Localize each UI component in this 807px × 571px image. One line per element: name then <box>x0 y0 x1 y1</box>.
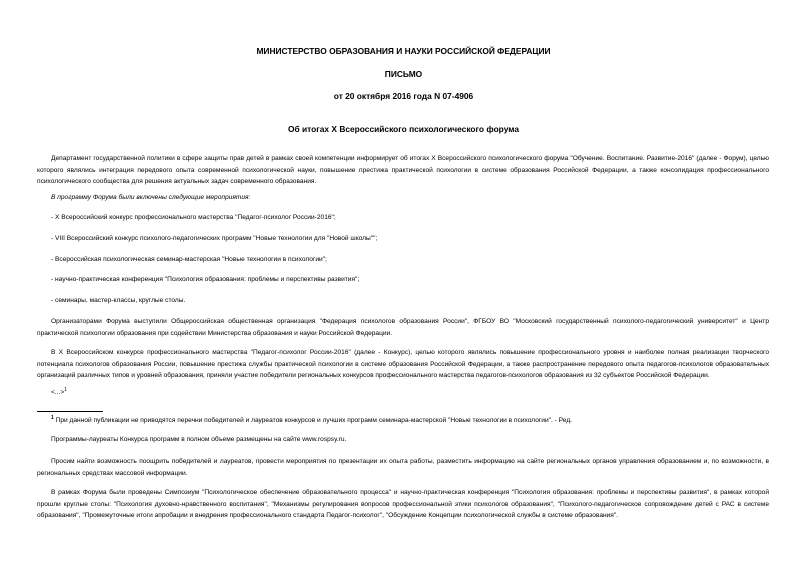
program-item-1: - X Всероссийский конкурс профессионального мастерства "Педагог-психолог России-2016"; <box>51 214 336 221</box>
paragraph-programs: Программы-лауреаты Конкурса программ в полном объеме размещены на сайте www.rospsy.ru. <box>51 436 347 443</box>
paragraph-contest: В X Всероссийском конкурсе профессионального мастерства "Педагог-психолог России-2016" (далее - Конкурс), целью которого являлись повышение профессионального уровня и наиболее полная реализации творческого потенциала психологов образования России, повышение престижа службы практической психологии в системе образования Российской Федерации, а также распространение передового опыта педагогов-психологов образовательных организаций различных типов и уровней образования, приняли участие победители региональных конкурсов профессионального мастерства педагогов-психологов образования из 32 субъектов Российской Федерации. <box>37 349 769 380</box>
program-item-4: - научно-практическая конференция "Психология образования: проблемы и перспективы развития"; <box>51 276 360 283</box>
omission-text: <...> <box>51 389 65 397</box>
program-intro: В программу Форума были включены следующие мероприятия: <box>51 194 251 201</box>
program-item-3: - Всероссийская психологическая семинар-мастерская "Новые технологии в психологии"; <box>51 256 327 263</box>
paragraph-symposium: В рамках Форума были проведены Симпозиум "Психологическое обеспечение образовательного процесса" и научно-практическая конференция "Психология образования: проблемы и перспективы развития", в рамках которой прошли круглые столы: "Психология духовно-нравственного воспитания", "Механизмы регулирования вопросов профессиональной этики психологов образования", "Психолого-педагогическое сопровождение детей с РАС в системе образования", "Промежуточные итоги апробации и внедрения профессионального стандарта Педагог-психолог", "Обсуждение Концепции психологической службы в системе образования". <box>37 489 769 520</box>
paragraph-intro: Департамент государственной политики в сфере защиты прав детей в рамках своей компетенции информирует об итогах X Всероссийского психологического форума "Обучение. Воспитание. Развитие-2016" (далее - Форум), целью которого являлись интеграция передового опыта современной психологической науки, повышение престижа практической психологии в системе образования Российской Федерации, а также консолидация профессионального психологического сообщества для решения актуальных задач современного образования. <box>37 155 769 186</box>
footnote <box>51 415 572 424</box>
document-subject: Об итогах X Всероссийского психологического форума <box>288 124 519 134</box>
footnote-number: 1 <box>51 415 54 421</box>
program-item-5: - семинары, мастер-классы, круглые столы. <box>51 297 186 304</box>
program-item-2: - VIII Всероссийский конкурс психолого-педагогических программ "Новые технологии для "Новой школы""; <box>51 235 378 242</box>
omission-footnote-ref: 1 <box>64 387 67 393</box>
omission-mark <box>51 387 67 396</box>
document-type: ПИСЬМО <box>384 69 423 79</box>
footnote-divider <box>37 411 103 412</box>
document-date-number: от 20 октября 2016 года N 07-4906 <box>333 91 474 101</box>
paragraph-request: Просим найти возможность поощрить победителей и лауреатов, провести мероприятия по презентации их опыта работы, разместить информацию на сайте региональных органов управления образованием и, по возможности, в региональных средствах массовой информации. <box>37 458 769 477</box>
ministry-heading: МИНИСТЕРСТВО ОБРАЗОВАНИЯ И НАУКИ РОССИЙСКОЙ ФЕДЕРАЦИИ <box>256 46 551 56</box>
paragraph-organizers: Организаторами Форума выступили Общероссийская общественная организация "Федерация психологов образования России", ФГБОУ ВО "Московский государственный психолого-педагогический университет" и Центр практической психологии образования при содействии Министерства образования и науки Российской Федерации. <box>37 318 769 337</box>
footnote-text: При данной публикации не приводятся перечни победителей и лауреатов конкурсов и лучших программ семинара-мастерской "Новые технологии в психологии". - Ред. <box>55 417 572 425</box>
